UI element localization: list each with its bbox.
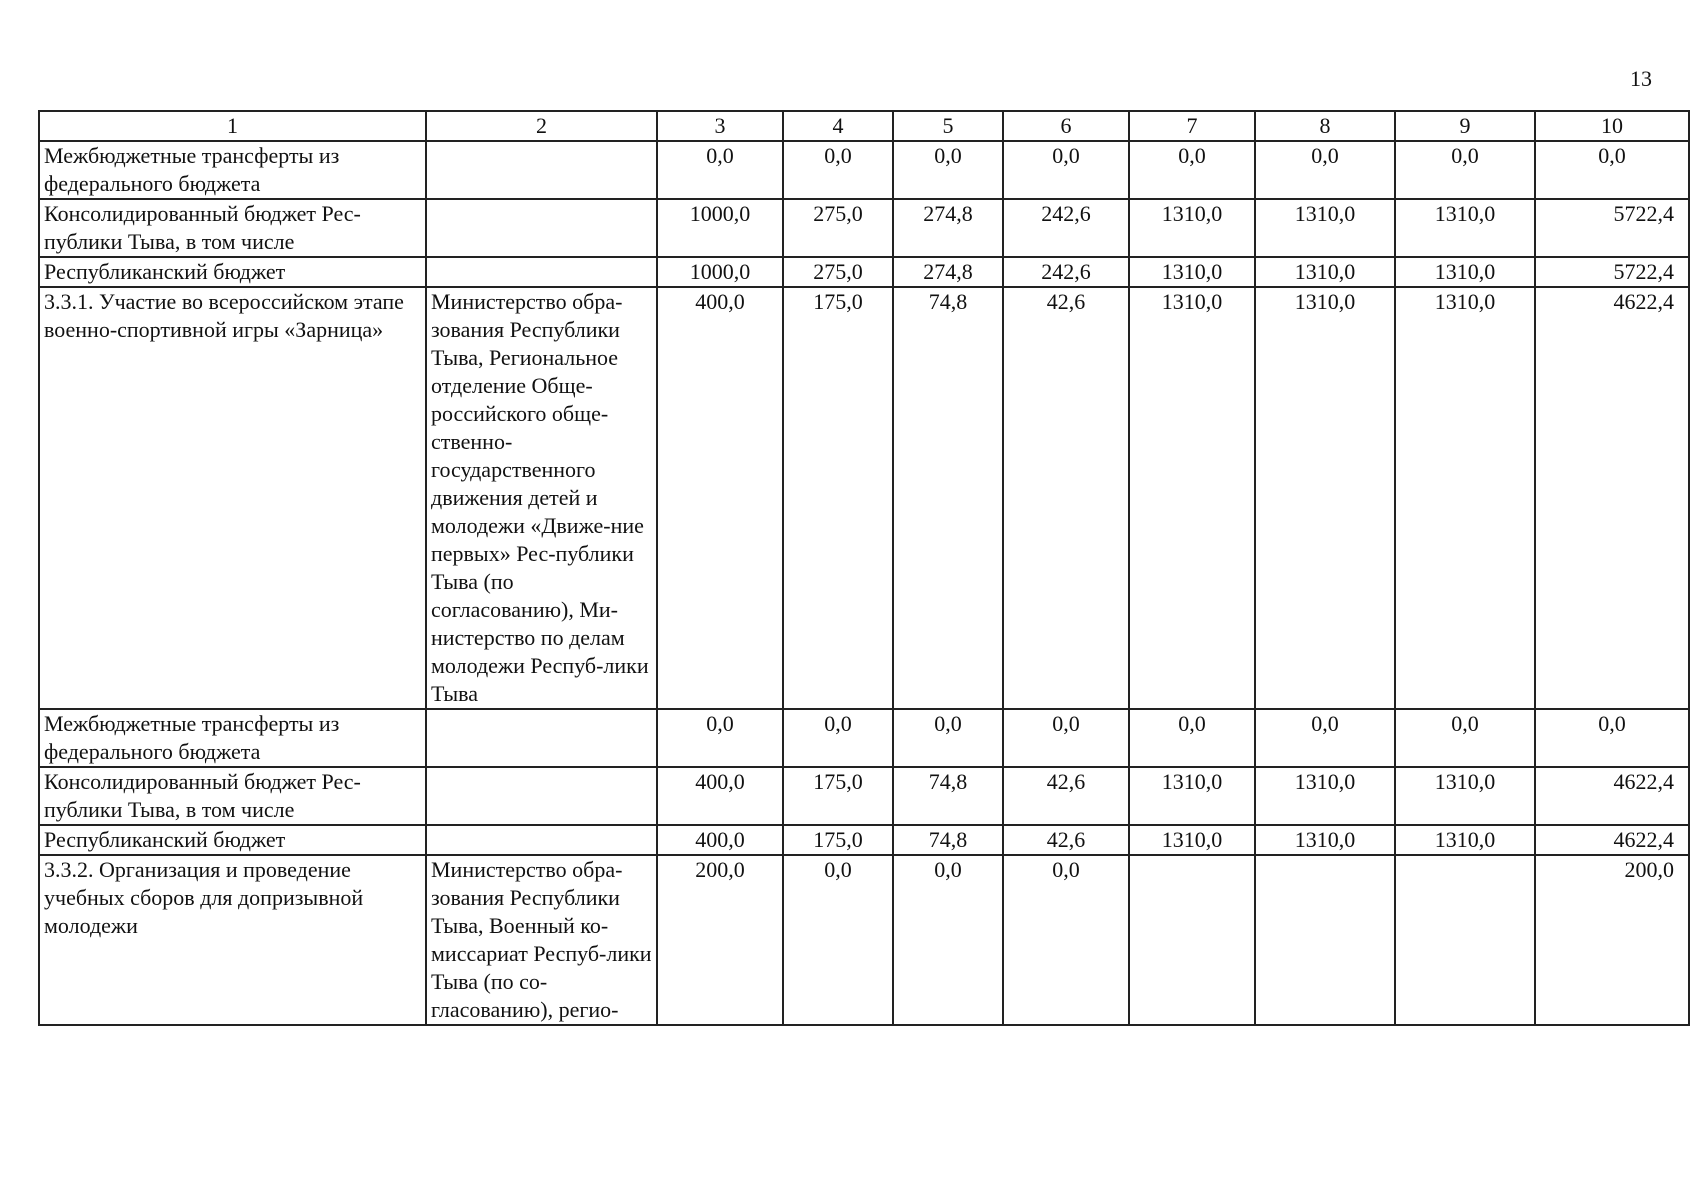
cell-value: 1310,0 bbox=[1255, 825, 1395, 855]
table-row bbox=[39, 825, 1689, 855]
cell-value: 0,0 bbox=[1003, 709, 1129, 767]
cell-value: 74,8 bbox=[893, 767, 1003, 825]
cell-value: 1310,0 bbox=[1129, 199, 1255, 257]
col-header: 2 bbox=[426, 111, 657, 141]
cell-value: 175,0 bbox=[783, 287, 893, 709]
cell-value: 1000,0 bbox=[657, 257, 783, 287]
col-header: 9 bbox=[1395, 111, 1535, 141]
cell-value: 400,0 bbox=[657, 287, 783, 709]
row-executor bbox=[426, 199, 657, 257]
cell-value: 242,6 bbox=[1003, 257, 1129, 287]
cell-value: 274,8 bbox=[893, 199, 1003, 257]
table-row bbox=[39, 199, 1689, 257]
cell-value: 1310,0 bbox=[1395, 767, 1535, 825]
table-row bbox=[39, 287, 1689, 709]
cell-value bbox=[1129, 855, 1255, 1025]
table-row bbox=[39, 855, 1689, 1025]
cell-value: 0,0 bbox=[893, 141, 1003, 199]
cell-value: 1310,0 bbox=[1395, 825, 1535, 855]
cell-value: 0,0 bbox=[1003, 141, 1129, 199]
col-header: 10 bbox=[1535, 111, 1689, 141]
cell-total: 200,0 bbox=[1535, 855, 1689, 1025]
row-label: Межбюджетные трансферты из федерального бюджета bbox=[39, 141, 426, 199]
row-label: Республиканский бюджет bbox=[39, 257, 426, 287]
cell-value: 0,0 bbox=[1129, 141, 1255, 199]
col-header: 6 bbox=[1003, 111, 1129, 141]
table-row bbox=[39, 767, 1689, 825]
cell-value: 0,0 bbox=[1395, 141, 1535, 199]
cell-total: 4622,4 bbox=[1535, 825, 1689, 855]
cell-value: 0,0 bbox=[783, 141, 893, 199]
cell-total: 0,0 bbox=[1535, 709, 1689, 767]
cell-value: 1310,0 bbox=[1255, 199, 1395, 257]
row-executor: Министерство обра-зования Республики Тыва, Региональное отделение Обще-российского обще-ственно-государственного движения детей и молодежи «Движе-ние первых» Рес-публики Тыва (по согласованию), Ми-нистерство по делам молодежи Респуб-лики Тыва bbox=[426, 287, 657, 709]
cell-value bbox=[1395, 855, 1535, 1025]
page-number: 13 bbox=[1630, 66, 1652, 91]
col-header: 4 bbox=[783, 111, 893, 141]
cell-value: 0,0 bbox=[1255, 141, 1395, 199]
row-executor bbox=[426, 257, 657, 287]
row-label: Консолидированный бюджет Рес-публики Тыва, в том числе bbox=[39, 199, 426, 257]
cell-value: 275,0 bbox=[783, 199, 893, 257]
cell-value: 1310,0 bbox=[1255, 767, 1395, 825]
cell-value: 200,0 bbox=[657, 855, 783, 1025]
cell-value: 42,6 bbox=[1003, 825, 1129, 855]
cell-value: 0,0 bbox=[1255, 709, 1395, 767]
cell-value: 274,8 bbox=[893, 257, 1003, 287]
row-executor bbox=[426, 141, 657, 199]
cell-value: 0,0 bbox=[1395, 709, 1535, 767]
col-header: 8 bbox=[1255, 111, 1395, 141]
cell-value: 400,0 bbox=[657, 825, 783, 855]
cell-value: 1310,0 bbox=[1255, 287, 1395, 709]
row-label: Консолидированный бюджет Рес-публики Тыва, в том числе bbox=[39, 767, 426, 825]
cell-value: 0,0 bbox=[1003, 855, 1129, 1025]
col-header: 1 bbox=[39, 111, 426, 141]
table-row bbox=[39, 257, 1689, 287]
row-executor bbox=[426, 825, 657, 855]
row-label: 3.3.2. Организация и проведение учебных сборов для допризывной молодежи bbox=[39, 855, 426, 1025]
cell-total: 5722,4 bbox=[1535, 257, 1689, 287]
cell-value: 1310,0 bbox=[1129, 287, 1255, 709]
cell-value: 74,8 bbox=[893, 287, 1003, 709]
cell-total: 0,0 bbox=[1535, 141, 1689, 199]
cell-value: 74,8 bbox=[893, 825, 1003, 855]
cell-value: 1310,0 bbox=[1129, 767, 1255, 825]
cell-value: 242,6 bbox=[1003, 199, 1129, 257]
row-executor: Министерство обра-зования Республики Тыва, Военный ко-миссариат Респуб-лики Тыва (по со-гласованию), регио- bbox=[426, 855, 657, 1025]
col-header: 7 bbox=[1129, 111, 1255, 141]
cell-total: 4622,4 bbox=[1535, 767, 1689, 825]
cell-value: 42,6 bbox=[1003, 287, 1129, 709]
row-label: 3.3.1. Участие во всероссийском этапе военно-спортивной игры «Зарница» bbox=[39, 287, 426, 709]
row-label: Республиканский бюджет bbox=[39, 825, 426, 855]
row-executor bbox=[426, 767, 657, 825]
cell-value: 0,0 bbox=[783, 855, 893, 1025]
cell-value: 1310,0 bbox=[1395, 199, 1535, 257]
cell-value: 0,0 bbox=[657, 709, 783, 767]
col-header: 5 bbox=[893, 111, 1003, 141]
cell-value bbox=[1255, 855, 1395, 1025]
cell-value: 400,0 bbox=[657, 767, 783, 825]
budget-table bbox=[38, 110, 1690, 1026]
cell-value: 1310,0 bbox=[1255, 257, 1395, 287]
table-row bbox=[39, 141, 1689, 199]
cell-value: 1310,0 bbox=[1395, 287, 1535, 709]
cell-value: 1000,0 bbox=[657, 199, 783, 257]
column-number-row bbox=[39, 111, 1689, 141]
cell-value: 175,0 bbox=[783, 825, 893, 855]
cell-value: 1310,0 bbox=[1129, 825, 1255, 855]
cell-value: 0,0 bbox=[657, 141, 783, 199]
cell-value: 0,0 bbox=[893, 709, 1003, 767]
cell-value: 175,0 bbox=[783, 767, 893, 825]
cell-value: 275,0 bbox=[783, 257, 893, 287]
table-row bbox=[39, 709, 1689, 767]
cell-value: 42,6 bbox=[1003, 767, 1129, 825]
cell-total: 5722,4 bbox=[1535, 199, 1689, 257]
cell-value: 0,0 bbox=[1129, 709, 1255, 767]
cell-value: 0,0 bbox=[893, 855, 1003, 1025]
row-label: Межбюджетные трансферты из федерального бюджета bbox=[39, 709, 426, 767]
col-header: 3 bbox=[657, 111, 783, 141]
cell-value: 1310,0 bbox=[1129, 257, 1255, 287]
cell-total: 4622,4 bbox=[1535, 287, 1689, 709]
row-executor bbox=[426, 709, 657, 767]
cell-value: 1310,0 bbox=[1395, 257, 1535, 287]
cell-value: 0,0 bbox=[783, 709, 893, 767]
